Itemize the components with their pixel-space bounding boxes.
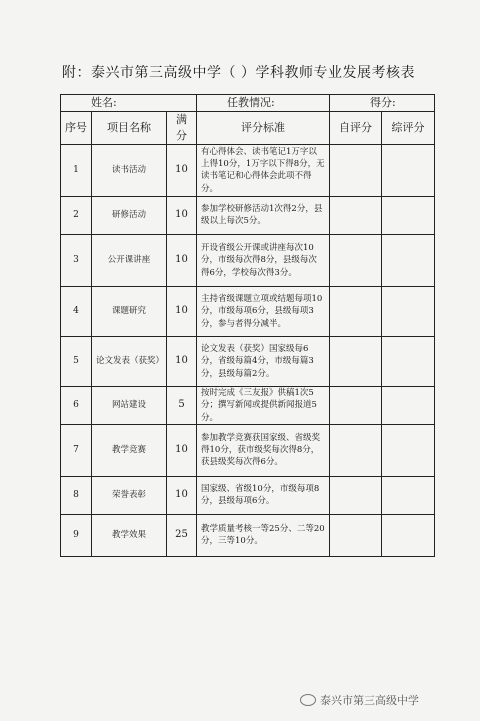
row-standard: 论文发表（获奖）国家级每6分，省级每篇4分，市级每篇3分，县级每篇2分。 xyxy=(197,336,330,386)
row-final-score xyxy=(382,196,435,234)
row-full-score: 10 xyxy=(167,476,197,514)
table-row xyxy=(61,336,435,386)
row-self-score xyxy=(330,476,382,514)
row-self-score xyxy=(330,424,382,476)
watermark xyxy=(300,692,419,708)
table-row xyxy=(61,386,435,424)
row-item: 教学效果 xyxy=(92,514,167,556)
header-self-score: 自评分 xyxy=(330,112,382,145)
row-full-score: 10 xyxy=(167,336,197,386)
row-item: 荣誉表彰 xyxy=(92,476,167,514)
row-standard: 开设省级公开课或讲座每次10分，市级每次得8分，县级每次得6分，学校每次得3分。 xyxy=(197,234,330,286)
row-standard: 参加教学竞赛获国家级、省级奖得10分，获市级奖每次得8分，获县级奖每次得6分。 xyxy=(197,424,330,476)
row-full-score: 10 xyxy=(167,286,197,336)
row-number: 6 xyxy=(61,386,92,424)
row-item: 论文发表（获奖） xyxy=(92,336,167,386)
row-final-score xyxy=(382,286,435,336)
table-row xyxy=(61,286,435,336)
table-row xyxy=(61,144,435,196)
row-standard: 教学质量考核一等25分、二等20分，三等10分。 xyxy=(197,514,330,556)
header-no: 序号 xyxy=(61,112,92,145)
row-final-score xyxy=(382,514,435,556)
row-final-score xyxy=(382,476,435,514)
row-standard: 按时完成《三友报》供稿1次5分；撰写新闻或提供新闻报道5分。 xyxy=(197,386,330,424)
row-standard: 主持省级课题立项或结题每项10分，市级每项6分，县级每项3分，参与者得分减半。 xyxy=(197,286,330,336)
row-number: 3 xyxy=(61,234,92,286)
row-final-score xyxy=(382,234,435,286)
table-row xyxy=(61,196,435,234)
row-full-score: 5 xyxy=(167,386,197,424)
row-full-score: 10 xyxy=(167,234,197,286)
row-self-score xyxy=(330,336,382,386)
row-item: 公开课讲座 xyxy=(92,234,167,286)
row-full-score: 10 xyxy=(167,196,197,234)
header-standard: 评分标准 xyxy=(197,112,330,145)
row-final-score xyxy=(382,336,435,386)
row-standard: 国家级、省级10分，市级每项8分，县级每项6分。 xyxy=(197,476,330,514)
info-row xyxy=(61,95,435,112)
position-label: 任教情况: xyxy=(197,95,330,112)
row-self-score xyxy=(330,144,382,196)
header-item: 项目名称 xyxy=(92,112,167,145)
row-number: 8 xyxy=(61,476,92,514)
table-row xyxy=(61,476,435,514)
table-row xyxy=(61,514,435,556)
table-row xyxy=(61,234,435,286)
row-item: 读书活动 xyxy=(92,144,167,196)
row-full-score: 25 xyxy=(167,514,197,556)
page-title: 附：泰兴市第三高级中学（ ）学科教师专业发展考核表 xyxy=(62,65,415,81)
row-self-score xyxy=(330,386,382,424)
row-number: 2 xyxy=(61,196,92,234)
row-standard: 有心得体会、读书笔记1万字以上得10分，1万字以下得8分，无读书笔记和心得体会此项不得分。 xyxy=(197,144,330,196)
row-self-score xyxy=(330,286,382,336)
row-item: 研修活动 xyxy=(92,196,167,234)
row-full-score: 10 xyxy=(167,144,197,196)
wechat-icon xyxy=(300,694,316,706)
row-final-score xyxy=(382,144,435,196)
row-self-score xyxy=(330,234,382,286)
row-self-score xyxy=(330,514,382,556)
row-item: 网站建设 xyxy=(92,386,167,424)
row-item: 教学竞赛 xyxy=(92,424,167,476)
name-label: 姓名: xyxy=(61,95,197,112)
row-self-score xyxy=(330,196,382,234)
watermark-text: 泰兴市第三高级中学 xyxy=(320,694,419,707)
row-final-score xyxy=(382,386,435,424)
header-row xyxy=(61,112,435,145)
header-final-score: 综评分 xyxy=(382,112,435,145)
row-item: 课题研究 xyxy=(92,286,167,336)
table-row xyxy=(61,424,435,476)
row-number: 4 xyxy=(61,286,92,336)
score-label: 得分: xyxy=(330,95,435,112)
row-number: 7 xyxy=(61,424,92,476)
row-number: 5 xyxy=(61,336,92,386)
assessment-table xyxy=(60,94,435,557)
header-full: 满分 xyxy=(167,112,197,145)
row-full-score: 10 xyxy=(167,424,197,476)
row-final-score xyxy=(382,424,435,476)
row-number: 9 xyxy=(61,514,92,556)
row-number: 1 xyxy=(61,144,92,196)
row-standard: 参加学校研修活动1次得2分，县级以上每次5分。 xyxy=(197,196,330,234)
